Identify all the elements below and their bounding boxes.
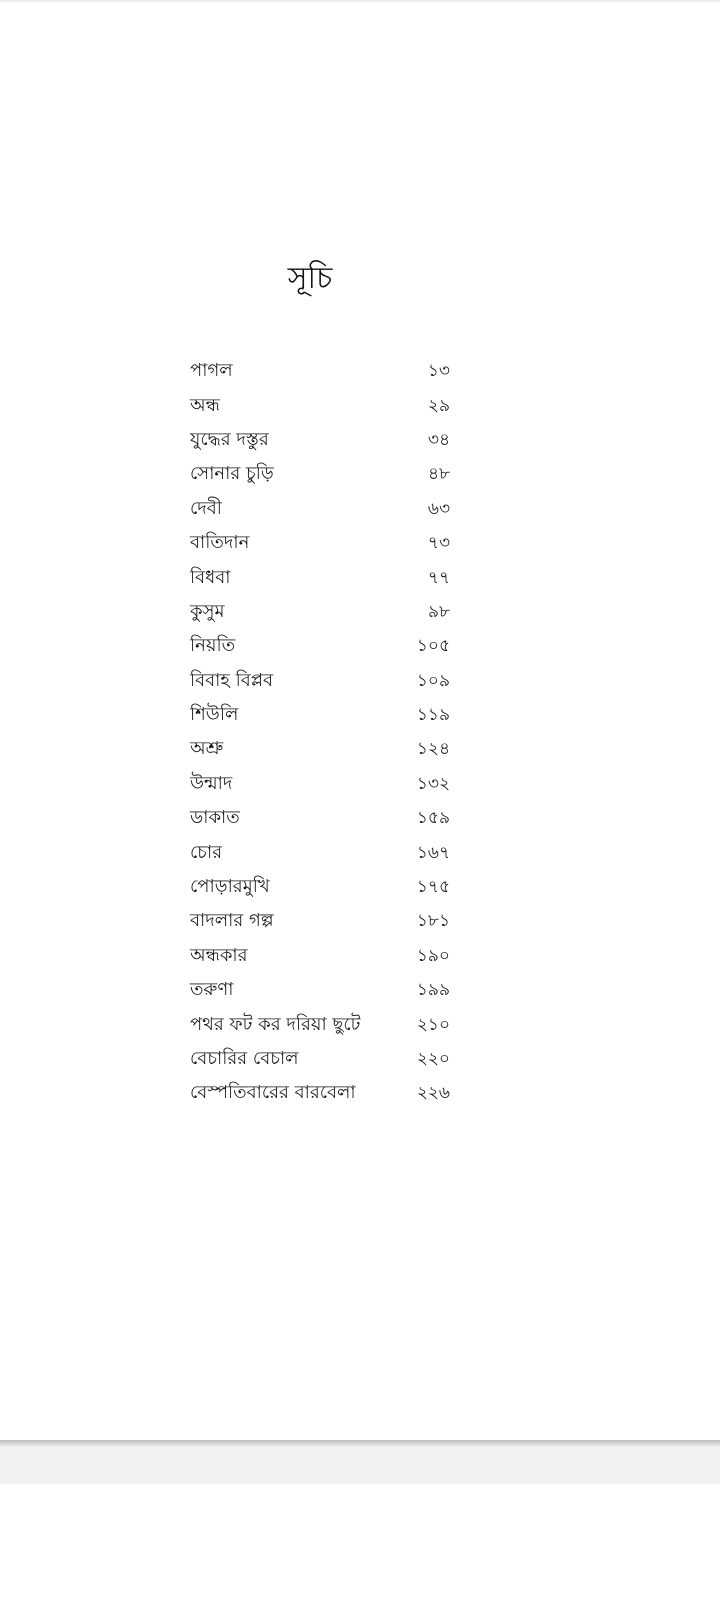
toc-entry[interactable] (190, 492, 450, 526)
toc-chapter-title: সোনার চুড়ি (190, 463, 274, 485)
next-page-area[interactable] (0, 1484, 720, 1600)
toc-chapter-title: নিয়তি (190, 635, 236, 657)
toc-page-number: ১৬৭ (416, 842, 450, 863)
page-gap (0, 1446, 720, 1484)
toc-entry[interactable] (190, 870, 450, 904)
toc-chapter-title: বাতিদান (190, 532, 250, 554)
toc-entry[interactable] (190, 457, 450, 491)
toc-entry[interactable] (190, 835, 450, 869)
toc-page-number: ৬৩ (427, 498, 450, 519)
toc-chapter-title: বেস্পতিবারের বারবেলা (190, 1082, 356, 1104)
toc-entry[interactable] (190, 698, 450, 732)
toc-chapter-title: চোর (190, 841, 223, 863)
toc-page-number: ১৩ (427, 361, 450, 382)
toc-chapter-title: যুদ্ধের দস্তুর (190, 428, 269, 450)
toc-entry[interactable] (190, 732, 450, 766)
toc-chapter-title: দেবী (190, 497, 222, 519)
toc-page-number: ৭৭ (427, 567, 450, 588)
toc-page-number: ১০৫ (416, 636, 450, 657)
toc-page-number: ২২৬ (416, 1083, 450, 1104)
toc-page-number: ১৯৯ (416, 980, 450, 1001)
toc-chapter-title: অশ্রু (190, 738, 224, 760)
toc-entry[interactable] (190, 629, 450, 663)
toc-page-number: ২৯ (427, 395, 450, 416)
toc-entry[interactable] (190, 595, 450, 629)
toc-page-number: ১০৯ (416, 670, 450, 691)
toc-chapter-title: তরুণা (190, 979, 234, 1001)
toc-chapter-title: পথর ফট কর দরিয়া ছুটে (190, 1013, 361, 1035)
toc-page-number: ১৩২ (416, 773, 450, 794)
toc-chapter-title: উন্মাদ (190, 772, 233, 794)
toc-page-number: ১৭৫ (416, 877, 450, 898)
toc-page-number: ২১০ (416, 1014, 450, 1035)
toc-page-number: ৭৩ (427, 533, 450, 554)
toc-entry[interactable] (190, 664, 450, 698)
toc-chapter-title: ডাকাত (190, 807, 240, 829)
toc-page-number: ৪৮ (427, 464, 450, 485)
toc-chapter-title: বেচারির বেচাল (190, 1048, 299, 1069)
toc-entry[interactable] (190, 767, 450, 801)
toc-entry[interactable] (190, 1076, 450, 1110)
toc-entry[interactable] (190, 801, 450, 835)
toc-entry[interactable] (190, 526, 450, 560)
toc-title: সূচি (287, 261, 333, 296)
toc-page-number: ১৯০ (416, 945, 450, 966)
toc-page-number: ৩৪ (427, 429, 450, 450)
toc-page-number: ১৮১ (416, 911, 450, 932)
toc-page-number: ১১৯ (416, 705, 450, 726)
toc-entry[interactable] (190, 423, 450, 457)
toc-page-number: ১৫৯ (416, 808, 450, 829)
toc-chapter-title: পাগল (190, 360, 233, 382)
toc-chapter-title: বাদলার গল্প (190, 910, 274, 932)
toc-entry[interactable] (190, 1007, 450, 1041)
toc-entry[interactable] (190, 973, 450, 1007)
toc-chapter-title: অন্ধ (190, 394, 220, 416)
toc-entry[interactable] (190, 939, 450, 973)
toc-chapter-title: কুসুম (190, 600, 225, 622)
toc-chapter-title: পোড়ারমুখি (190, 876, 270, 898)
toc-entry[interactable] (190, 904, 450, 938)
document-page[interactable] (0, 3, 720, 1443)
toc-list (190, 354, 450, 1111)
toc-chapter-title: অন্ধকার (190, 944, 248, 966)
toc-chapter-title: বিবাহ বিপ্লব (190, 669, 274, 691)
toc-page-number: ৯৮ (427, 601, 450, 622)
toc-entry[interactable] (190, 388, 450, 422)
toc-page-number: ২২০ (416, 1049, 450, 1069)
toc-entry[interactable] (190, 560, 450, 594)
toc-entry[interactable] (190, 1042, 450, 1076)
toc-entry[interactable] (190, 354, 450, 388)
toc-page-number: ১২৪ (416, 739, 450, 760)
toc-chapter-title: বিধবা (190, 566, 231, 588)
toc-chapter-title: শিউলি (190, 704, 239, 726)
